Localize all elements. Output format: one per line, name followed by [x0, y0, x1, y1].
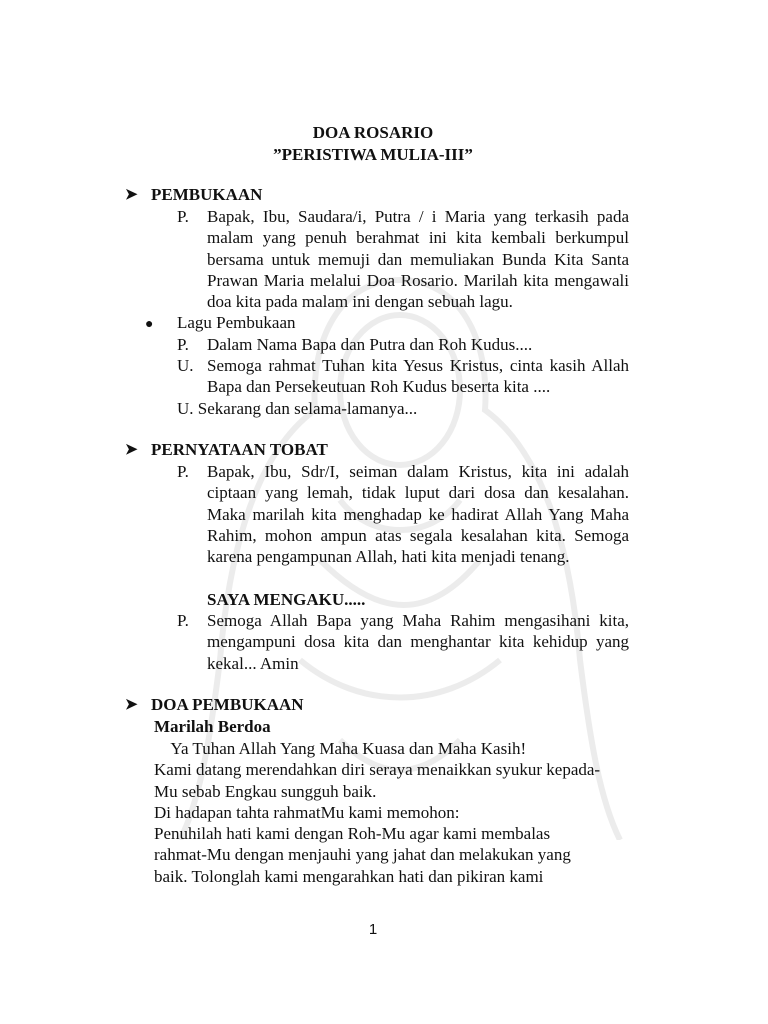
subheading-marilah-berdoa: Marilah Berdoa [154, 717, 271, 736]
bullet-icon: ● [145, 317, 154, 332]
entry-tobat-p1 [177, 461, 629, 567]
speaker-label: P. [177, 611, 189, 630]
document-subtitle: ”PERISTIWA MULIA-III” [273, 145, 473, 164]
arrowhead-icon: ➤ [125, 697, 138, 713]
speaker-label: U. [177, 356, 194, 375]
entry-tobat-p2 [177, 610, 629, 674]
entry-text: Semoga rahmat Tuhan kita Yesus Kristus, cinta kasih Allah Bapa dan Persekeutuan Roh Kudus beserta kita .... [207, 356, 629, 397]
list-item-lagu-pembukaan [145, 312, 296, 335]
entry-text: Dalam Nama Bapa dan Putra dan Roh Kudus.... [207, 335, 533, 354]
arrowhead-icon: ➤ [125, 187, 138, 203]
arrowhead-icon: ➤ [125, 442, 138, 458]
prayer-line: Kami datang merendahkan diri seraya menaikkan syukur kepada- [154, 760, 601, 780]
saya-mengaku-label: SAYA MENGAKU..... [207, 590, 366, 609]
list-item-label: Lagu Pembukaan [177, 313, 296, 332]
response-line: U. Sekarang dan selama-lamanya... [177, 399, 418, 418]
prayer-line: rahmat-Mu dengan menjauhi yang jahat dan melakukan yang [154, 845, 571, 865]
entry-pembukaan-p1 [177, 206, 629, 312]
document-title: DOA ROSARIO [312, 123, 434, 142]
section-heading-label: PERNYATAAN TOBAT [151, 440, 328, 459]
prayer-line: baik. Tolonglah kami mengarahkan hati dan pikiran kami [154, 866, 544, 886]
section-heading-pernyataan-tobat [125, 439, 328, 461]
entry-text: Bapak, Ibu, Saudara/i, Putra / i Maria yang terkasih pada malam yang penuh berahmat ini kita kembali berkumpul bersama untuk memuji dan memuliakan Bunda Kita Santa Prawan Maria melalui Doa Rosario. Marilah kita mengawali doa kita pada malam ini dengan sebuah lagu. [207, 207, 629, 312]
prayer-line: Ya Tuhan Allah Yang Maha Kuasa dan Maha Kasih! [154, 739, 527, 758]
prayer-line: Penuhilah hati kami dengan Roh-Mu agar kami membalas [154, 824, 551, 844]
entry-pembukaan-p2 [177, 334, 629, 355]
speaker-label: P. [177, 335, 189, 354]
entry-text: Semoga Allah Bapa yang Maha Rahim mengasihani kita, mengampuni dosa kita dan menghantar kita kehidup yang kekal... Amin [207, 611, 629, 673]
speaker-label: P. [177, 207, 189, 226]
speaker-label: P. [177, 462, 189, 481]
prayer-text [154, 738, 629, 887]
section-heading-pembukaan [125, 184, 262, 206]
section-heading-doa-pembukaan [125, 694, 304, 716]
entry-text: Bapak, Ibu, Sdr/I, seiman dalam Kristus, kita ini adalah ciptaan yang lemah, tidak luput dari dosa dan kesalahan. Maka marilah kita menghadap ke hadirat Allah Yang Maha Rahim, mohon ampun atas segala kesalahan kita. Semoga karena pengampunan Allah, hati kita menjadi tenang. [207, 462, 629, 567]
page-number: 1 [368, 921, 378, 938]
section-heading-label: PEMBUKAAN [151, 185, 263, 204]
entry-pembukaan-u1 [177, 355, 629, 398]
prayer-line: Mu sebab Engkau sungguh baik. [154, 781, 377, 801]
section-heading-label: DOA PEMBUKAAN [151, 695, 304, 714]
prayer-line: Di hadapan tahta rahmatMu kami memohon: [154, 802, 460, 822]
